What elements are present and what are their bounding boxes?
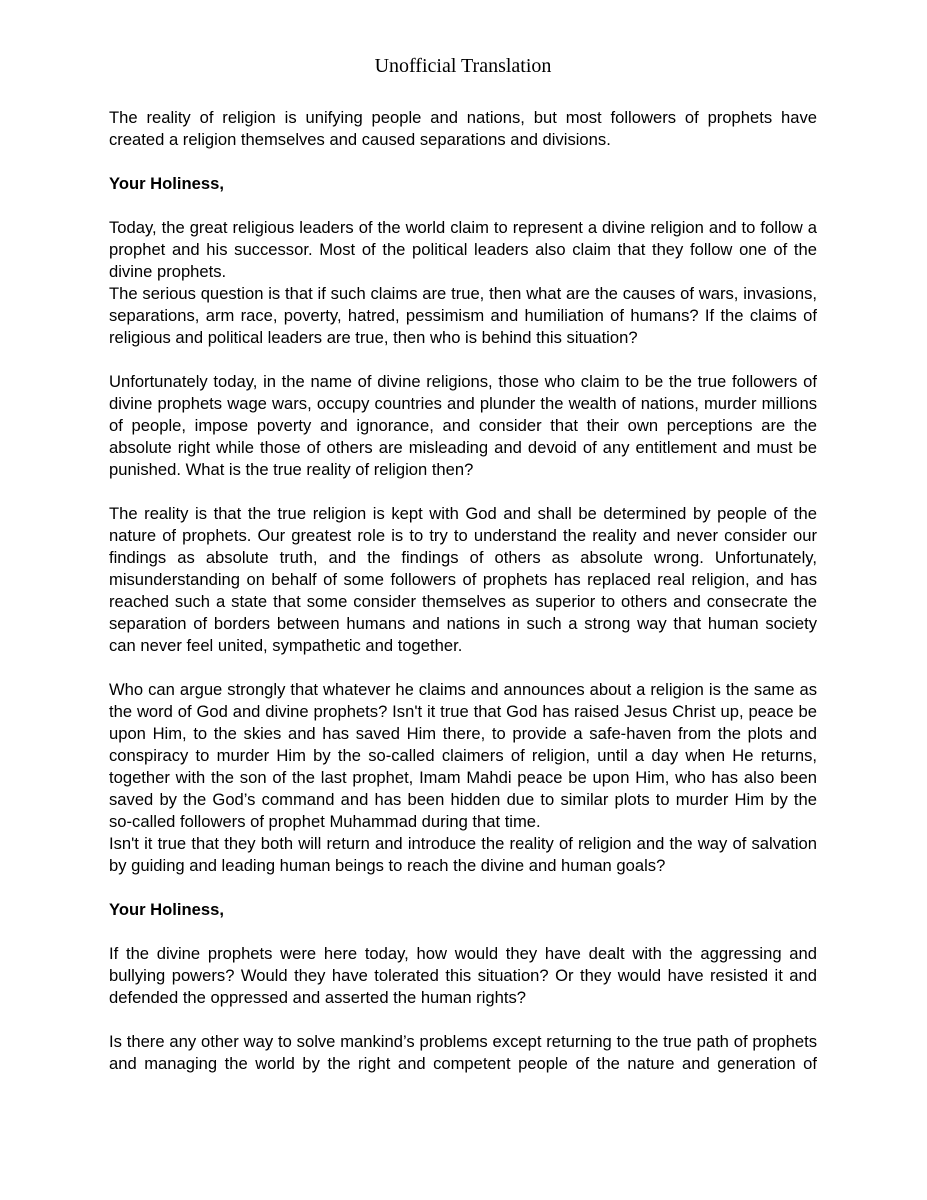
salutation-heading: Your Holiness, <box>109 174 224 193</box>
paragraph-mankind-problems: Is there any other way to solve mankind’s problems except returning to the true path of prophets and managing the world by the right and competent people of the nature and generation of <box>109 1032 817 1073</box>
paragraph-gap <box>109 1009 817 1031</box>
paragraph-gap <box>109 349 817 371</box>
paragraph-true-religion: The reality is that the true religion is kept with God and shall be determined by people of the nature of prophets. Our greatest role is to try to understand the reality and never consider our findings as absolute truth, and the findings of others as absolute wrong. Unfortunately, misunderstanding on behalf of some followers of prophets has replaced real religion, and has reached such a state that some consider themselves as superior to others and consecrate the separation of borders between humans and nations in such a strong way that human society can never feel united, sympathetic and together. <box>109 504 817 655</box>
salutation-heading: Your Holiness, <box>109 900 224 919</box>
paragraph-gap <box>109 657 817 679</box>
paragraph-gap <box>109 195 817 217</box>
paragraph-leaders-claims: Today, the great religious leaders of the world claim to represent a divine religion and to follow a prophet and his successor. Most of the political leaders also claim that they follow one of the divine prophets. <box>109 218 817 281</box>
paragraph-gap <box>109 151 817 173</box>
paragraph-gap <box>109 481 817 503</box>
paragraph-prophets-today: If the divine prophets were here today, how would they have dealt with the aggressing and bullying powers? Would they have tolerated this situation? Or they would have resisted it and defended the oppressed and asserted the human rights? <box>109 944 817 1007</box>
intro-paragraph: The reality of religion is unifying people and nations, but most followers of prophets have created a religion themselves and caused separations and divisions. <box>109 108 817 149</box>
paragraph-gap <box>109 921 817 943</box>
paragraph-divine-religions: Unfortunately today, in the name of divine religions, those who claim to be the true followers of divine prophets wage wars, occupy countries and plunder the wealth of nations, murder millions of people, impose poverty and ignorance, and consider that their own perceptions are the absolute right while those of others are misleading and devoid of any entitlement and must be punished. What is the true reality of religion then? <box>109 372 817 479</box>
paragraph-gap <box>109 877 817 899</box>
document-header: Unofficial Translation <box>374 55 552 77</box>
paragraph-return: Isn't it true that they both will return and introduce the reality of religion and the way of salvation by guiding and leading human beings to reach the divine and human goals? <box>109 834 817 875</box>
paragraph-serious-question: The serious question is that if such claims are true, then what are the causes of wars, invasions, separations, arm race, poverty, hatred, pessimism and humiliation of humans? If the claims of religious and political leaders are true, then who is behind this situation? <box>109 284 817 347</box>
paragraph-jesus-mahdi: Who can argue strongly that whatever he claims and announces about a religion is the same as the word of God and divine prophets? Isn't it true that God has raised Jesus Christ up, peace be upon Him, to the skies and has saved Him there, to provide a safe-haven from the plots and conspiracy to murder Him by the so-called claimers of religion, until a day when He returns, together with the son of the last prophet, Imam Mahdi peace be upon Him, who has also been saved by the God’s command and has been hidden due to similar plots to murder Him by the so-called followers of prophet Muhammad during that time. <box>109 680 817 831</box>
